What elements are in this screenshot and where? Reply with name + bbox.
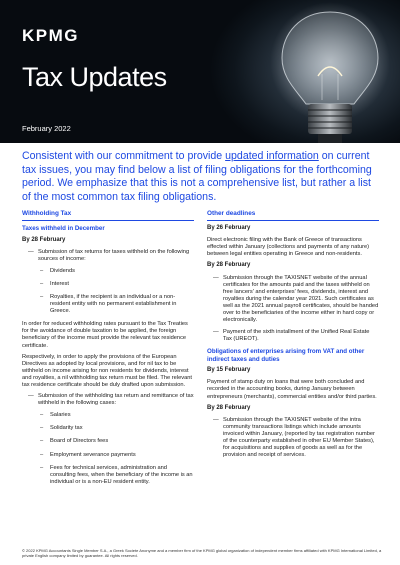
copyright-footer: © 2022 KPMG Accountants Single Member S.A., a Greek Societe Anonyme and a member firm of the KPMG global organization of independent member firms affiliated with KPMG International Limited, a private English company limited by guarantee. All rights reserved.	[22, 548, 382, 558]
list-item	[207, 417, 379, 460]
sub-list-item	[40, 452, 194, 459]
bullet-marker: –	[40, 280, 44, 287]
section-title-other-deadlines: Other deadlines	[207, 210, 379, 221]
bullet-marker: –	[40, 451, 44, 458]
list-item-text: Submission through the TAXISNET website of the annual certificates for the amounts paid and the taxes withheld on free lancers' and enterprises' fees, dividends, interest and royalties during the calendar year 2021. Such certificates as well as the 2021 annual payroll certificates, should be handed over to the beneficiaries of the income either in hard copy or electronically.	[223, 274, 379, 324]
section-title-withholding-tax: Withholding Tax	[22, 210, 194, 221]
list-item-text: Payment of the sixth installment of the Unified Real Estate Tax (UREOT).	[223, 329, 370, 343]
right-column	[207, 210, 379, 464]
bullet-marker: –	[40, 425, 44, 432]
sub-list-item	[40, 294, 194, 315]
left-column	[22, 210, 194, 492]
dash-marker: —	[213, 329, 219, 336]
hero-banner	[0, 0, 400, 143]
sub-list-item-text: Board of Directors fees	[50, 438, 109, 445]
list-item	[22, 393, 194, 407]
deadline-date: By 28 February	[207, 262, 251, 269]
bullet-marker: –	[40, 464, 44, 471]
body-paragraph: Payment of stamp duty on loans that were both concluded and recorded in the accounting books, during January between entrepreneurs (merchants), commercial entities and/or third parties.	[207, 379, 377, 400]
intro-text-start: Consistent with our commitment to provide	[22, 150, 226, 162]
updated-information-link[interactable]: updated information	[225, 150, 319, 162]
dash-marker: —	[28, 393, 34, 400]
body-paragraph: In order for reduced withholding rates pursuant to the Tax Treaties for the avoidance of double taxation to be applied, the foreign beneficiary of the income must provide the relevant tax residence certificate.	[22, 321, 188, 349]
dash-marker: —	[213, 416, 219, 423]
list-item	[207, 329, 379, 343]
subtitle-vat-obligations: Obligations of enterprises arising from VAT and other indirect taxes and duties	[207, 348, 365, 363]
deadline-date: By 28 February	[207, 404, 251, 411]
list-item-text: Submission through the TAXISNET website of the intra community transactions listings which include amounts invoiced within January, (reported by tax registration number of the counterparty established in other EU Member States), for acquisitions and supplies of goods as well as for the provision and receipt of services.	[223, 416, 375, 459]
sub-list-item-text: Salaries	[50, 412, 71, 419]
sub-list-item	[40, 412, 194, 419]
page-title: Tax Updates	[22, 62, 167, 92]
intro-paragraph	[22, 150, 382, 204]
sub-list-item-text: Fees for technical services, administration and consulting fees, when the beneficiary of the income is an individual or is a non-EU resident entity.	[50, 464, 193, 485]
deadline-date: By 28 February	[22, 236, 66, 243]
sub-list-item-text: Solidarity tax	[50, 425, 83, 432]
body-paragraph: Direct electronic filing with the Bank of Greece of transactions effected within January (collections and payments of any nature) between legal entities operating in Greece and non-residents.	[207, 237, 370, 258]
body-paragraph: Respectively, in order to apply the provisions of the European Directives as adopted by local provisions, and for nil tax to be withheld on income arising for non residents for dividends, interest and royalties, a nil withholding tax return must be filed. The relevant tax residence certificate should be duly drafted upon submission.	[22, 353, 192, 388]
sub-list-item	[40, 425, 194, 432]
dash-marker: —	[28, 248, 34, 255]
deadline-date: By 15 February	[207, 367, 251, 374]
sub-list-item-text: Dividends	[50, 267, 75, 274]
deadline-date: By 26 February	[207, 225, 251, 232]
sub-list-item-text: Interest	[50, 280, 69, 287]
subtitle-taxes-withheld: Taxes withheld in December	[22, 225, 105, 233]
sub-list-item	[40, 268, 194, 275]
list-item-text: Submission of tax returns for taxes withheld on the following sources of income:	[38, 248, 190, 262]
issue-date: February 2022	[22, 124, 71, 133]
bullet-marker: –	[40, 412, 44, 419]
list-item-text: Submission of the withholding tax return and remittance of tax withheld in the following cases:	[38, 393, 194, 407]
dash-marker: —	[213, 274, 219, 281]
list-item	[22, 249, 194, 263]
bullet-marker: –	[40, 438, 44, 445]
intro-text-end: on current tax issues, you may find below a list of filing obligations for the forthcoming period. We emphasize that this is not a comprehensive list, but rather a list of the most common tax filing obligations.	[22, 150, 372, 203]
sub-list-item-text: Royalties, if the recipient is an individual or a non-resident entity with no permanent establishment in Greece.	[50, 293, 177, 315]
kpmg-logo: KPMG	[22, 26, 79, 45]
bullet-marker: –	[40, 267, 44, 274]
list-item	[207, 275, 379, 325]
sub-list-item	[40, 438, 194, 445]
sub-list-item	[40, 281, 194, 288]
bullet-marker: –	[40, 293, 44, 300]
sub-list-item-text: Employment severance payments	[50, 451, 136, 458]
sub-list-item	[40, 465, 194, 486]
